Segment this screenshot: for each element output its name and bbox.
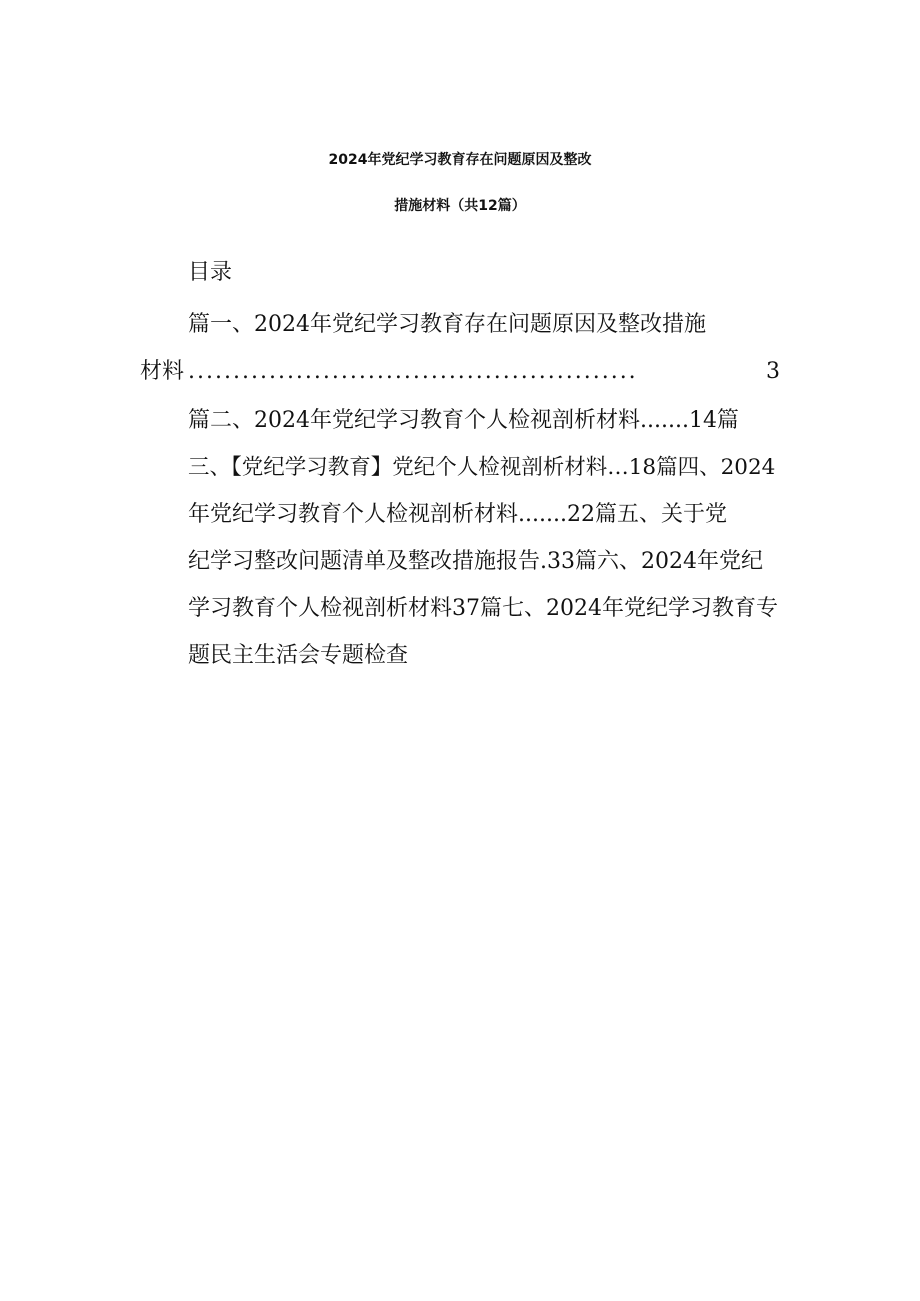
toc-paragraph-line: 三、【党纪学习教育】党纪个人检视剖析材料…18篇四、2024 [188,455,776,480]
toc-paragraph-line: 学习教育个人检视剖析材料37篇七、2024年党纪学习教育专 [188,596,778,621]
document-title-line-1: 2024年党纪学习教育存在问题原因及整改 [328,152,592,168]
toc-heading: 目录 [188,260,233,285]
toc-entry-1-line-2 [140,357,780,387]
toc-paragraph-line: 年党纪学习教育个人检视剖析材料.......22篇五、关于党 [188,502,727,527]
toc-paragraph-line: 纪学习整改问题清单及整改措施报告.33篇六、2024年党纪 [188,549,763,574]
document-title-line-2: 措施材料（共12篇） [394,198,526,214]
toc-paragraph-line: 题民主生活会专题检查 [188,643,409,668]
toc-entry-1-line-1: 篇一、2024年党纪学习教育存在问题原因及整改措施 [188,312,706,337]
toc-entry-1-page-number: 3 [766,359,780,384]
toc-dot-leader: .................................................. [188,359,638,384]
toc-entry-1-text: 材料 [140,359,185,384]
toc-paragraph-line: 篇二、2024年党纪学习教育个人检视剖析材料.......14篇 [188,408,739,433]
